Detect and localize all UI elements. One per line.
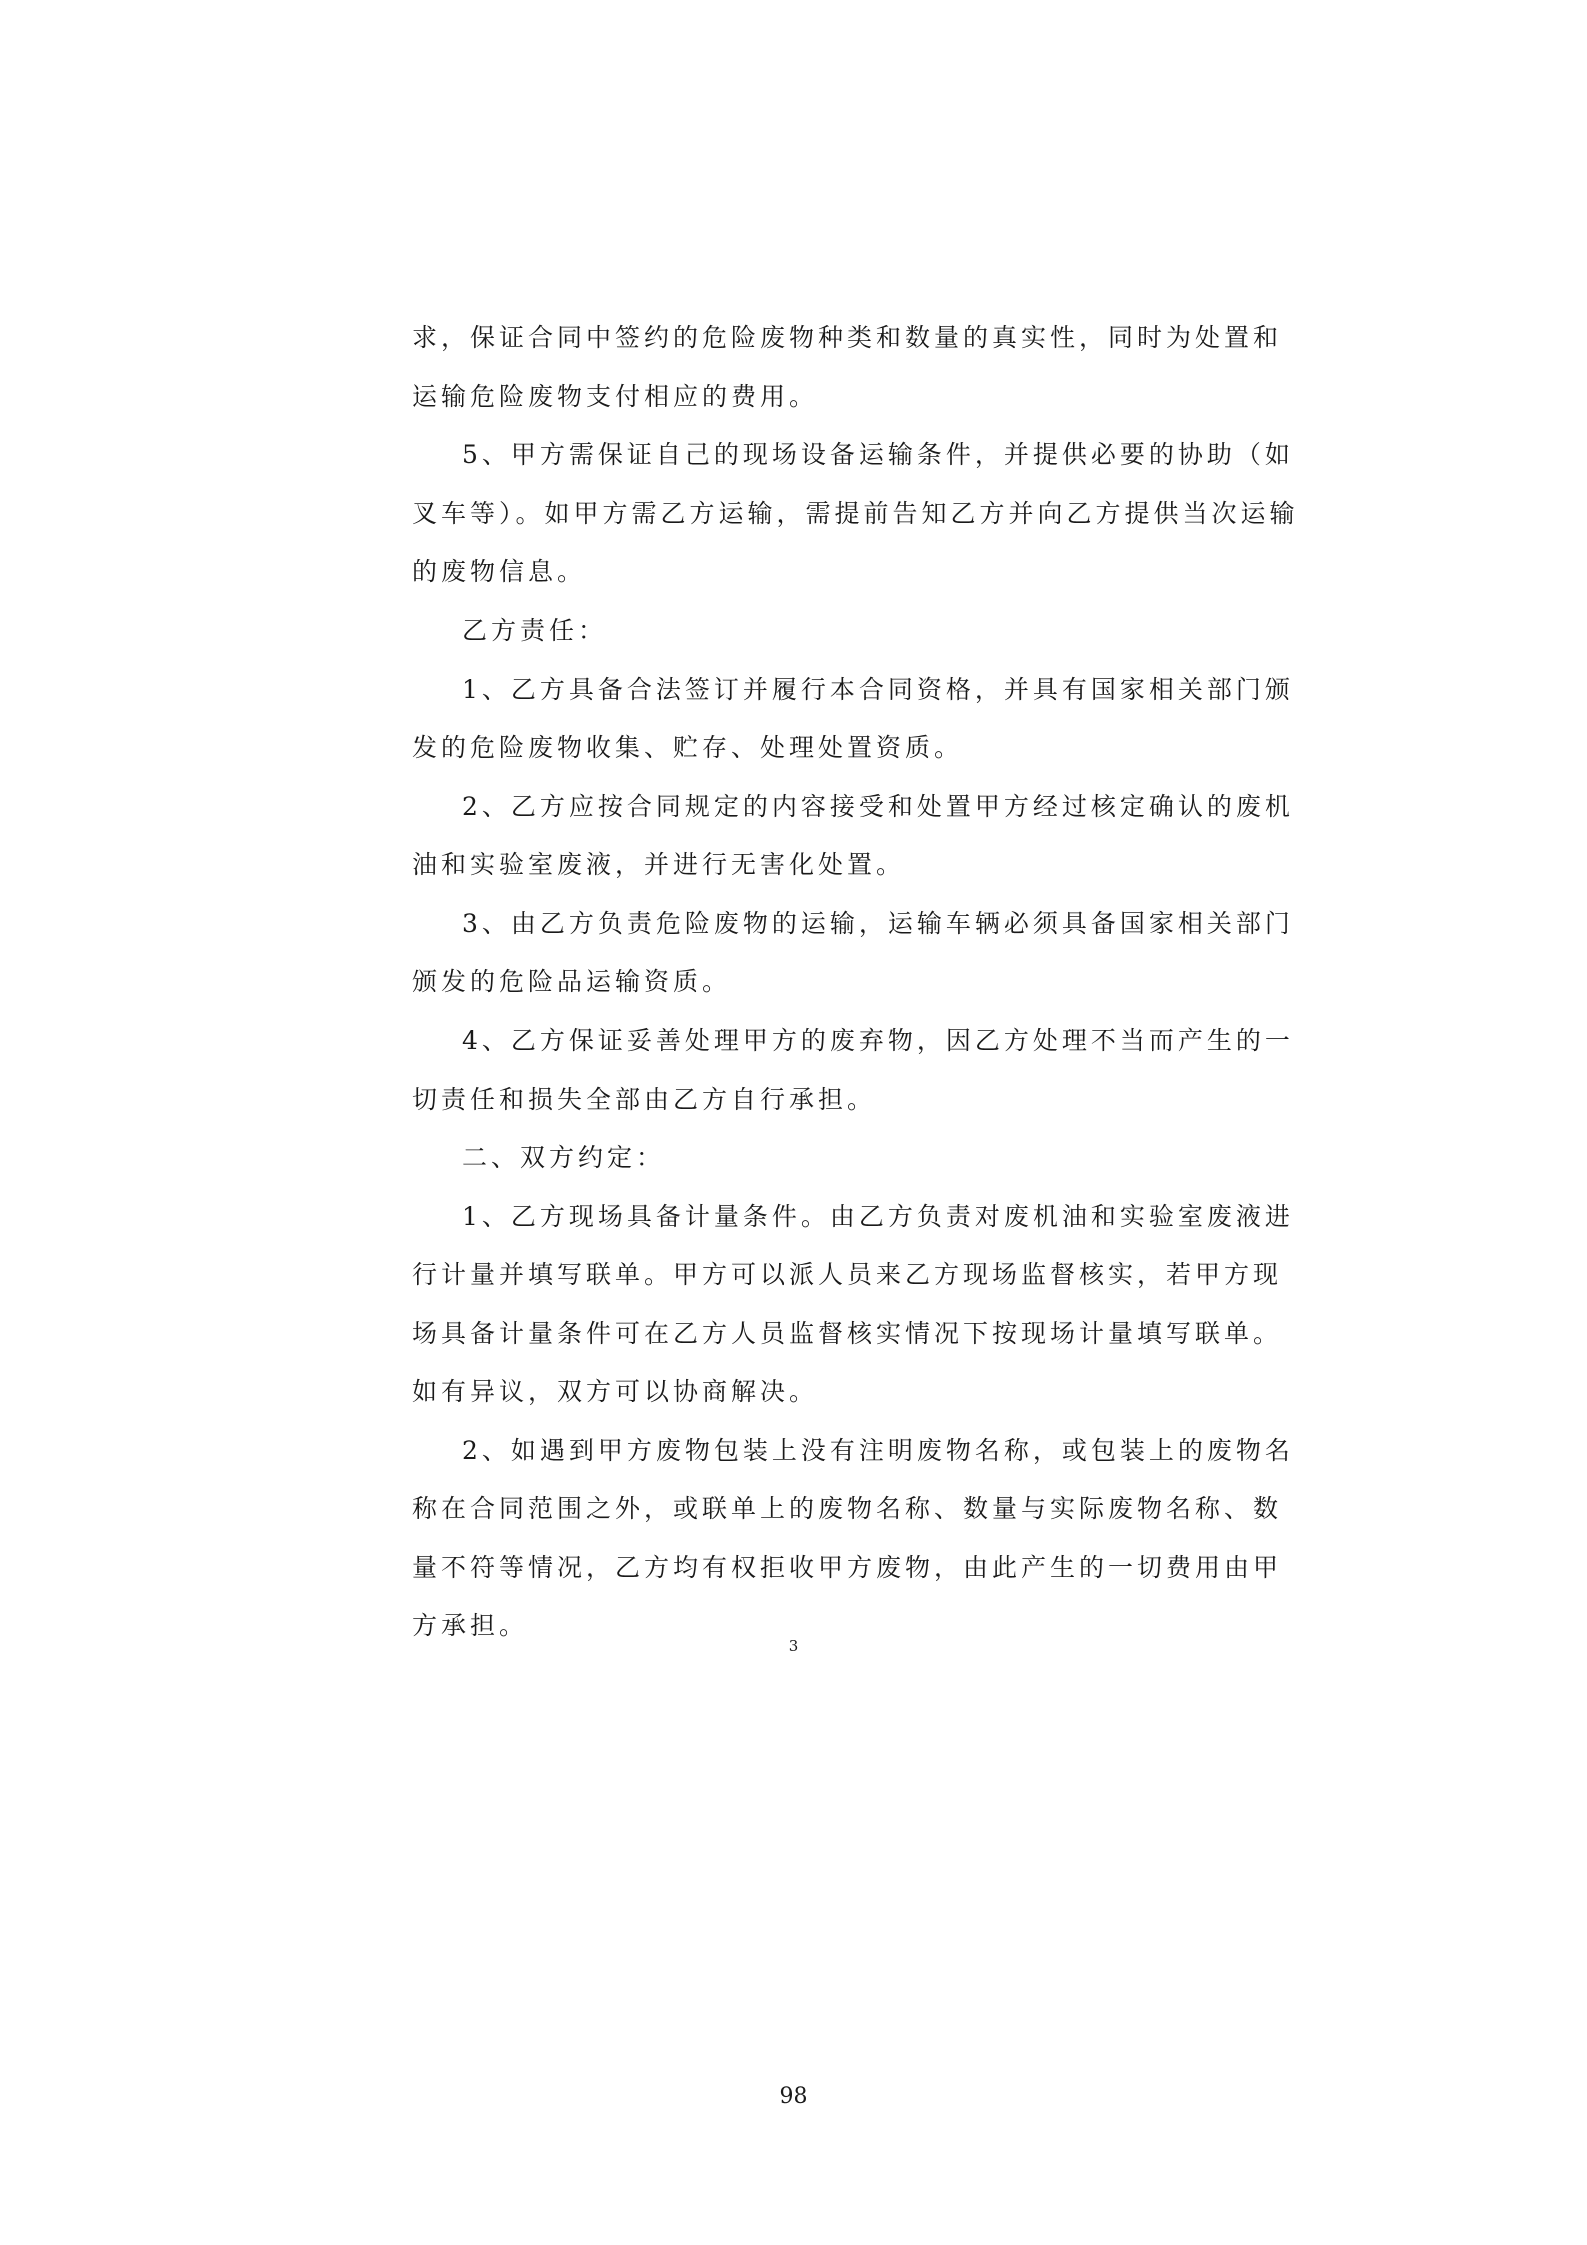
- body-text-line: 方承担。: [412, 1611, 529, 1640]
- body-text-line: 运输危险废物支付相应的费用。: [412, 382, 819, 411]
- paragraph-first-line: 2、乙方应按合同规定的内容接受和处置甲方经过核定确认的废机: [462, 792, 1294, 821]
- body-text-line: 称在合同范围之外，或联单上的废物名称、数量与实际废物名称、数: [412, 1494, 1283, 1523]
- body-text-line: 行计量并填写联单。甲方可以派人员来乙方现场监督核实，若甲方现: [412, 1260, 1283, 1289]
- section-heading: 乙方责任：: [462, 616, 608, 645]
- paragraph-first-line: 5、甲方需保证自己的现场设备运输条件，并提供必要的协助（如: [462, 440, 1294, 469]
- paragraph-first-line: 2、如遇到甲方废物包装上没有注明废物名称，或包装上的废物名: [462, 1436, 1294, 1465]
- inner-page-number: 3: [788, 1637, 799, 1655]
- body-text-line: 量不符等情况，乙方均有权拒收甲方废物，由此产生的一切费用由甲: [412, 1553, 1283, 1582]
- body-text-line: 场具备计量条件可在乙方人员监督核实情况下按现场计量填写联单。: [412, 1319, 1283, 1348]
- body-text-line: 的废物信息。: [412, 557, 587, 586]
- body-text-line: 如有异议，双方可以协商解决。: [412, 1377, 819, 1406]
- paragraph-first-line: 1、乙方现场具备计量条件。由乙方负责对废机油和实验室废液进: [462, 1202, 1294, 1231]
- body-text-line: 切责任和损失全部由乙方自行承担。: [412, 1085, 877, 1114]
- paragraph-first-line: 3、由乙方负责危险废物的运输，运输车辆必须具备国家相关部门: [462, 909, 1294, 938]
- paragraph-first-line: 4、乙方保证妥善处理甲方的废弃物，因乙方处理不当而产生的一: [462, 1026, 1294, 1055]
- body-text-line: 油和实验室废液，并进行无害化处置。: [412, 850, 906, 879]
- body-text-line: 发的危险废物收集、贮存、处理处置资质。: [412, 733, 964, 762]
- section-heading: 二、双方约定：: [462, 1143, 666, 1172]
- body-text-line: 叉车等）。如甲方需乙方运输，需提前告知乙方并向乙方提供当次运输: [412, 499, 1299, 528]
- paragraph-first-line: 1、乙方具备合法签订并履行本合同资格，并具有国家相关部门颁: [462, 675, 1294, 704]
- page-number: 98: [779, 2084, 808, 2109]
- body-text-line: 求，保证合同中签约的危险废物种类和数量的真实性，同时为处置和: [412, 323, 1283, 352]
- body-text-line: 颁发的危险品运输资质。: [412, 967, 732, 996]
